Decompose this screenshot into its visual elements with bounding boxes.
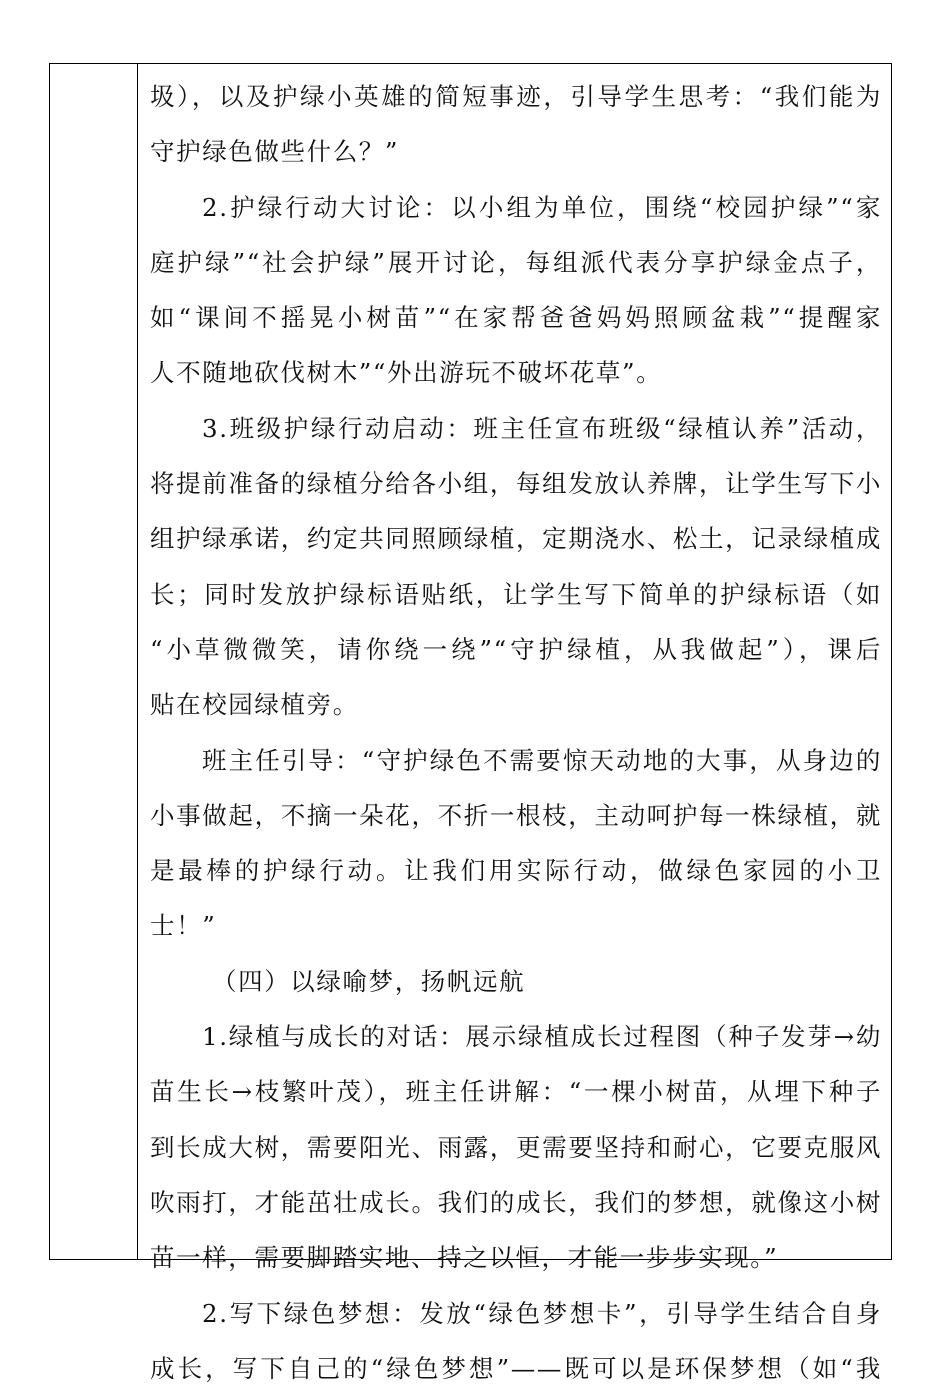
text-line: 是最棒的护绿行动。让我们用实际行动，做绿色家园的小卫 — [150, 856, 882, 886]
text-line: 班主任引导：“守护绿色不需要惊天动地的大事，从身边的 — [202, 745, 882, 775]
text-line: 圾），以及护绿小英雄的简短事迹，引导学生思考：“我们能为 — [150, 82, 882, 111]
text-line: 庭护绿”“社会护绿”展开讨论，每组派代表分享护绿金点子， — [150, 247, 882, 277]
text-line: 吹雨打，才能茁壮成长。我们的成长，我们的梦想，就像这小树 — [150, 1187, 882, 1217]
text-line: 将提前准备的绿植分给各小组，每组发放认养牌，让学生写下小 — [150, 469, 882, 499]
text-line: 1.绿植与成长的对话：展示绿植成长过程图（种子发芽→幼 — [202, 1022, 882, 1052]
text-line: 贴在校园绿植旁。 — [150, 690, 359, 720]
text-line: 2.写下绿色梦想：发放“绿色梦想卡”，引导学生结合自身 — [202, 1298, 882, 1328]
section-heading: （四）以绿喻梦，扬帆远航 — [212, 966, 526, 996]
content-cell — [150, 69, 882, 1396]
text-line: 小事做起，不摘一朵花，不折一根枝，主动呵护每一株绿植，就 — [150, 800, 882, 830]
text-line: 苗一样，需要脚踏实地、持之以恒，才能一步步实现。” — [150, 1243, 779, 1273]
text-line: 成长，写下自己的“绿色梦想”——既可以是环保梦想（如“我 — [150, 1353, 882, 1383]
text-line: 士！” — [150, 911, 217, 941]
text-line: 3.班级护绿行动启动：班主任宣布班级“绿植认养”活动， — [202, 413, 882, 443]
text-line: 到长成大树，需要阳光、雨露，更需要坚持和耐心，它要克服风 — [150, 1132, 882, 1162]
text-line: 苗生长→枝繁叶茂），班主任讲解：“一棵小树苗，从埋下种子 — [150, 1077, 882, 1107]
column-divider — [137, 63, 138, 1260]
text-line: 组护绿承诺，约定共同照顾绿植，定期浇水、松土，记录绿植成 — [150, 524, 882, 554]
text-line: 长；同时发放护绿标语贴纸，让学生写下简单的护绿标语（如 — [150, 579, 882, 609]
text-line: 守护绿色做些什么？” — [150, 137, 400, 167]
text-line: 人不随地砍伐树木”“外出游玩不破坏花草”。 — [150, 358, 663, 388]
text-line: “小草微微笑，请你绕一绕”“守护绿植，从我做起”），课后 — [150, 634, 882, 664]
text-line: 2.护绿行动大讨论：以小组为单位，围绕“校园护绿”“家 — [202, 192, 882, 222]
text-line: 如“课间不摇晃小树苗”“在家帮爸爸妈妈照顾盆栽”“提醒家 — [150, 303, 882, 333]
